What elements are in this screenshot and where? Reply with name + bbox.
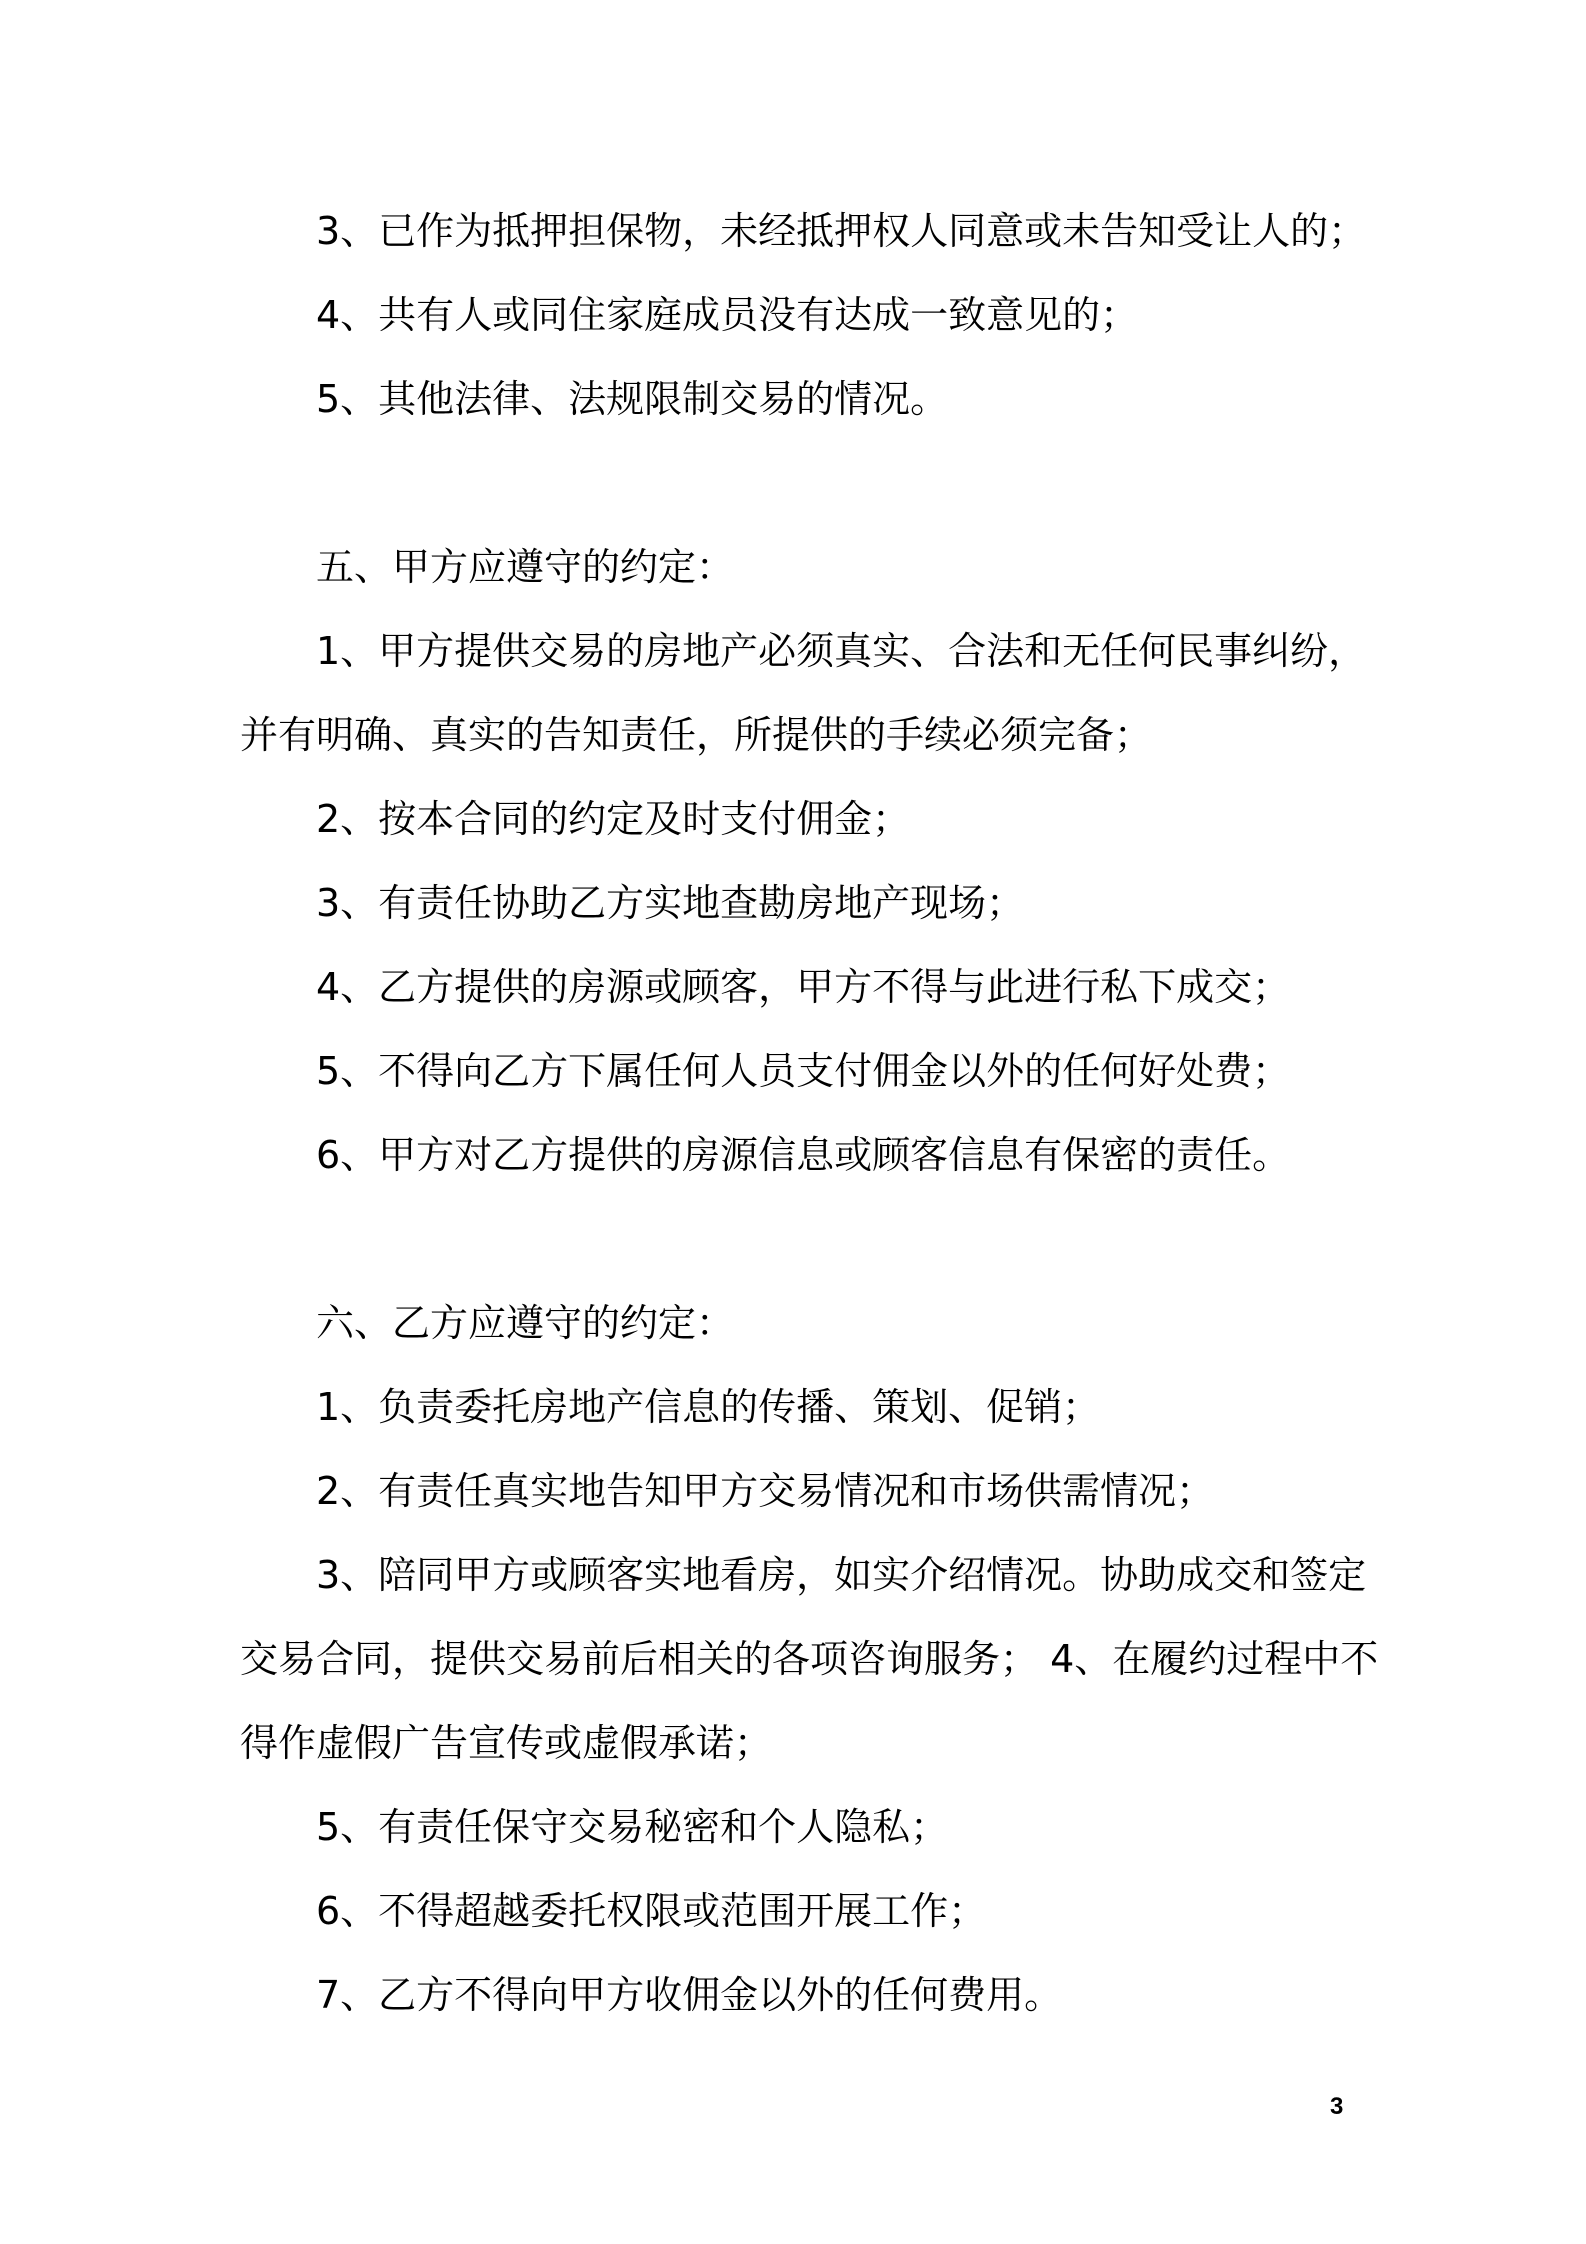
section-heading: 六、乙方应遵守的约定： [316, 1301, 735, 1345]
text-line: 4、乙方提供的房源或顾客，甲方不得与此进行私下成交； [316, 965, 1291, 1009]
text-line: 3、已作为抵押担保物，未经抵押权人同意或未告知受让人的； [316, 209, 1367, 253]
text-line: 2、有责任真实地告知甲方交易情况和市场供需情况； [316, 1469, 1215, 1513]
text-line: 6、不得超越委托权限或范围开展工作； [316, 1889, 987, 1933]
text-line: 交易合同，提供交易前后相关的各项咨询服务； 4、在履约过程中不 [240, 1637, 1379, 1681]
page-number: 3 [1330, 2093, 1344, 2120]
text-line: 7、乙方不得向甲方收佣金以外的任何费用。 [316, 1973, 1063, 2017]
text-line: 2、按本合同的约定及时支付佣金； [316, 797, 911, 841]
text-line: 3、陪同甲方或顾客实地看房，如实介绍情况。协助成交和签定 [316, 1553, 1367, 1597]
text-line: 6、甲方对乙方提供的房源信息或顾客信息有保密的责任。 [316, 1133, 1291, 1177]
text-line: 5、不得向乙方下属任何人员支付佣金以外的任何好处费； [316, 1049, 1291, 1093]
text-line: 5、其他法律、法规限制交易的情况。 [316, 377, 949, 421]
section-heading: 五、甲方应遵守的约定： [316, 545, 735, 589]
text-line: 4、共有人或同住家庭成员没有达成一致意见的； [316, 293, 1139, 337]
text-line: 并有明确、真实的告知责任，所提供的手续必须完备； [240, 713, 1153, 757]
text-line: 3、有责任协助乙方实地查勘房地产现场； [316, 881, 1025, 925]
text-line: 1、负责委托房地产信息的传播、策划、促销； [316, 1385, 1101, 1429]
text-line: 得作虚假广告宣传或虚假承诺； [240, 1721, 773, 1765]
text-line: 1、甲方提供交易的房地产必须真实、合法和无任何民事纠纷， [316, 629, 1367, 673]
text-line: 5、有责任保守交易秘密和个人隐私； [316, 1805, 949, 1849]
